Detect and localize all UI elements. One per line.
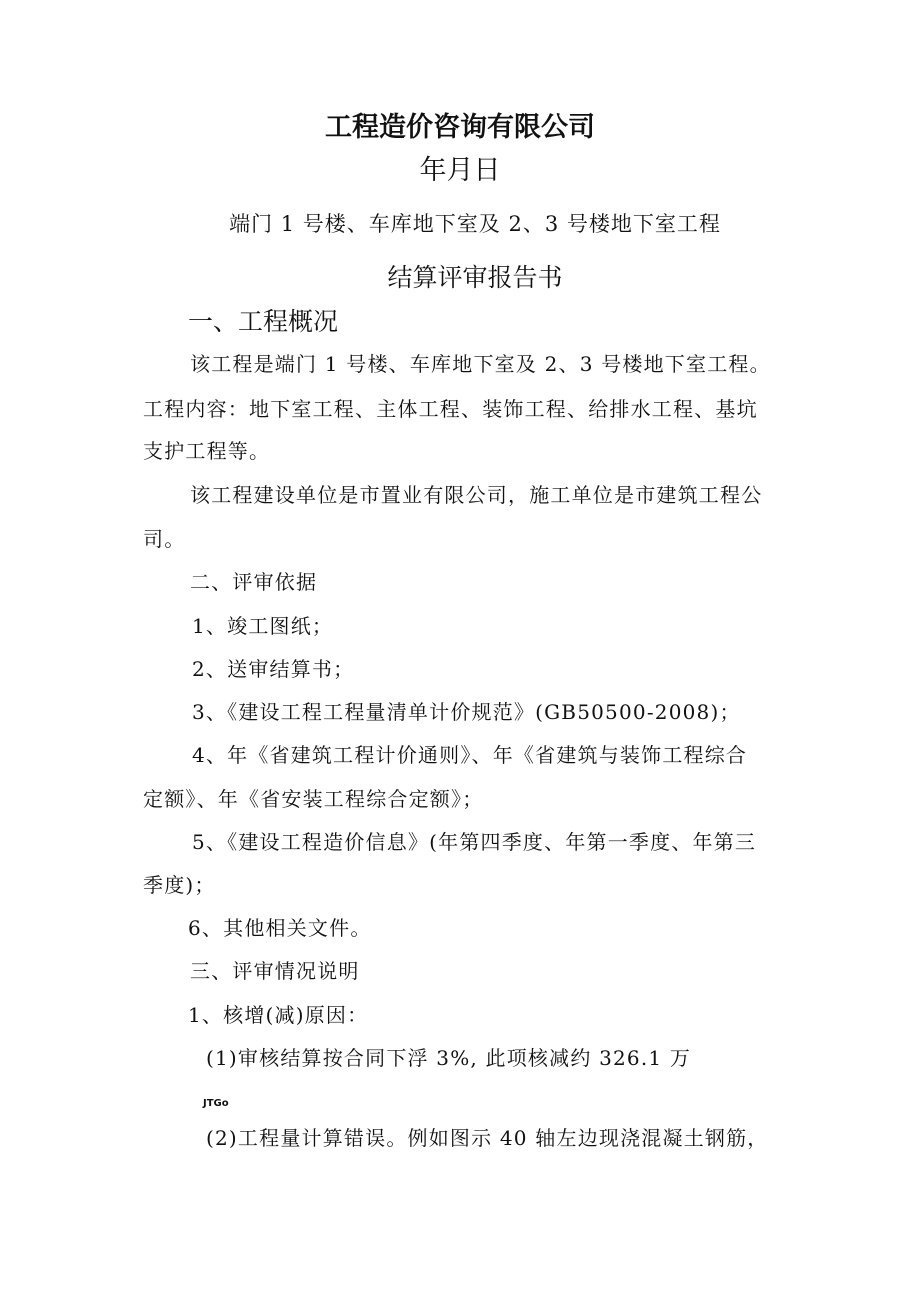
overview-paragraph-1-line-2: 工程内容：地下室工程、主体工程、装饰工程、给排水工程、基坑 bbox=[143, 397, 758, 421]
small-note: JTGo bbox=[203, 1098, 229, 1109]
adjustment-reasons-heading: 1、核增(减)原因： bbox=[188, 1003, 369, 1027]
reason-1: (1)审核结算按合同下浮 3%, 此项核减约 326.1 万 bbox=[206, 1046, 692, 1070]
basis-item-5-line-1: 5、《建设工程造价信息》(年第四季度、年第一季度、年第三 bbox=[192, 830, 757, 854]
overview-paragraph-2-line-1: 该工程建设单位是市置业有限公司，施工单位是市建筑工程公 bbox=[190, 483, 763, 507]
overview-paragraph-1-line-1: 该工程是端门 1 号楼、车库地下室及 2、3 号楼地下室工程。 bbox=[190, 352, 771, 376]
company-name: 工程造价咨询有限公司 bbox=[325, 112, 595, 143]
overview-paragraph-2-line-2: 司。 bbox=[143, 527, 186, 551]
section-1-heading: 一、工程概况 bbox=[188, 307, 339, 336]
project-name: 端门 1 号楼、车库地下室及 2、3 号楼地下室工程 bbox=[229, 212, 721, 236]
reason-2: (2)工程量计算错误。例如图示 40 轴左边现浇混凝土钢筋， bbox=[206, 1126, 769, 1150]
basis-item-4-line-1: 4、年《省建筑工程计价通则》、年《省建筑与装饰工程综合 bbox=[192, 743, 748, 767]
section-2-heading: 二、评审依据 bbox=[190, 570, 318, 594]
report-title: 结算评审报告书 bbox=[387, 263, 563, 292]
basis-item-3: 3、《建设工程工程量清单计价规范》(GB50500-2008)； bbox=[192, 700, 741, 724]
overview-paragraph-1-line-3: 支护工程等。 bbox=[143, 439, 271, 463]
basis-item-1: 1、竣工图纸； bbox=[192, 614, 334, 638]
basis-item-4-line-2: 定额》、年《省安装工程综合定额》； bbox=[143, 787, 484, 811]
report-date: 年月日 bbox=[419, 155, 501, 186]
basis-item-2: 2、送审结算书； bbox=[192, 657, 355, 681]
section-3-heading: 三、评审情况说明 bbox=[190, 959, 360, 983]
basis-item-5-line-2: 季度)； bbox=[143, 873, 216, 897]
basis-item-6: 6、其他相关文件。 bbox=[188, 916, 372, 940]
